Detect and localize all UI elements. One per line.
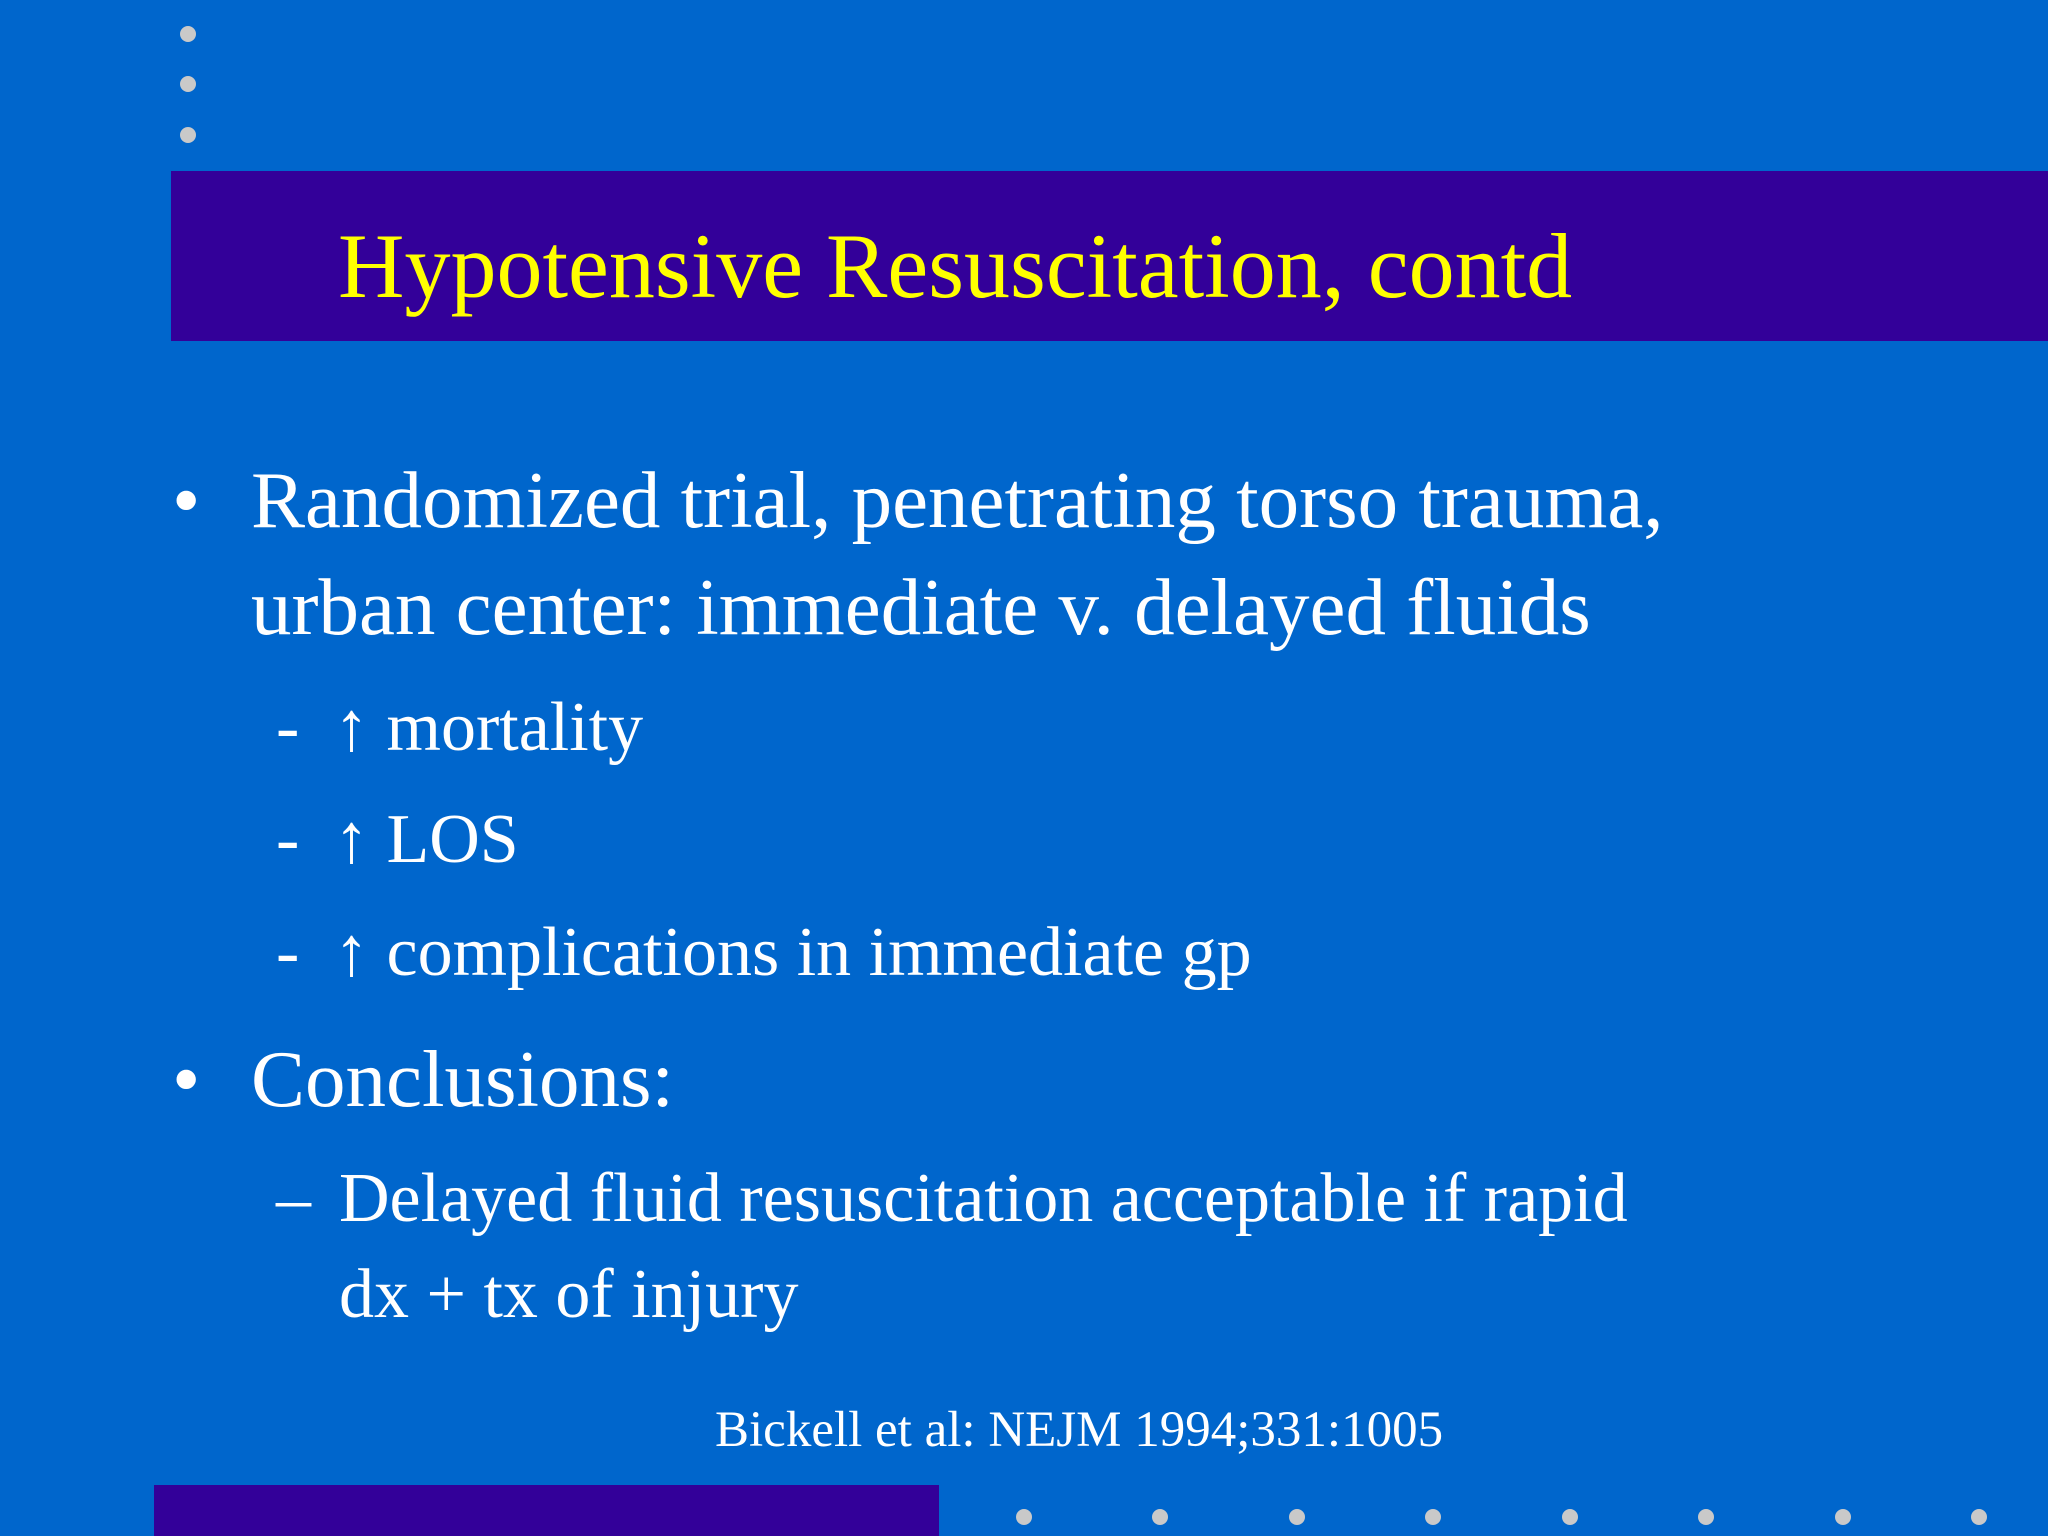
decor-dot	[1835, 1509, 1851, 1525]
decor-dot	[1152, 1509, 1168, 1525]
decor-dot	[1289, 1509, 1305, 1525]
sub-bullet-marker: -	[276, 914, 300, 991]
decor-dot	[180, 76, 196, 92]
bottom-band	[154, 1485, 939, 1536]
citation: Bickell et al: NEJM 1994;331:1005	[715, 1402, 1444, 1458]
sub-item-complications: ↑ complications in immediate gp	[334, 914, 1252, 991]
decor-dot	[1971, 1509, 1987, 1525]
sub-bullet-marker: –	[276, 1160, 311, 1237]
sub-item-los: ↑ LOS	[334, 801, 519, 878]
sub-bullet-marker: -	[276, 801, 300, 878]
decor-dot	[180, 26, 196, 42]
bullet-2-line-1: Conclusions:	[251, 1034, 675, 1124]
decor-dot	[1016, 1509, 1032, 1525]
decor-dot	[1425, 1509, 1441, 1525]
decor-dot	[180, 127, 196, 143]
decor-dot	[1698, 1509, 1714, 1525]
slide-title: Hypotensive Resuscitation, contd	[338, 215, 1573, 317]
bullet-1-line-1: Randomized trial, penetrating torso trauma,	[251, 455, 1664, 545]
sub-item-mortality: ↑ mortality	[334, 689, 644, 766]
bullet-marker: •	[172, 455, 201, 545]
decor-dot	[1562, 1509, 1578, 1525]
bullet-marker: •	[172, 1034, 201, 1124]
conclusion-line-2: dx + tx of injury	[339, 1256, 799, 1333]
sub-bullet-marker: -	[276, 689, 300, 766]
conclusion-line-1: Delayed fluid resuscitation acceptable if rapid	[339, 1160, 1628, 1237]
bullet-1-line-2: urban center: immediate v. delayed fluids	[251, 562, 1591, 652]
